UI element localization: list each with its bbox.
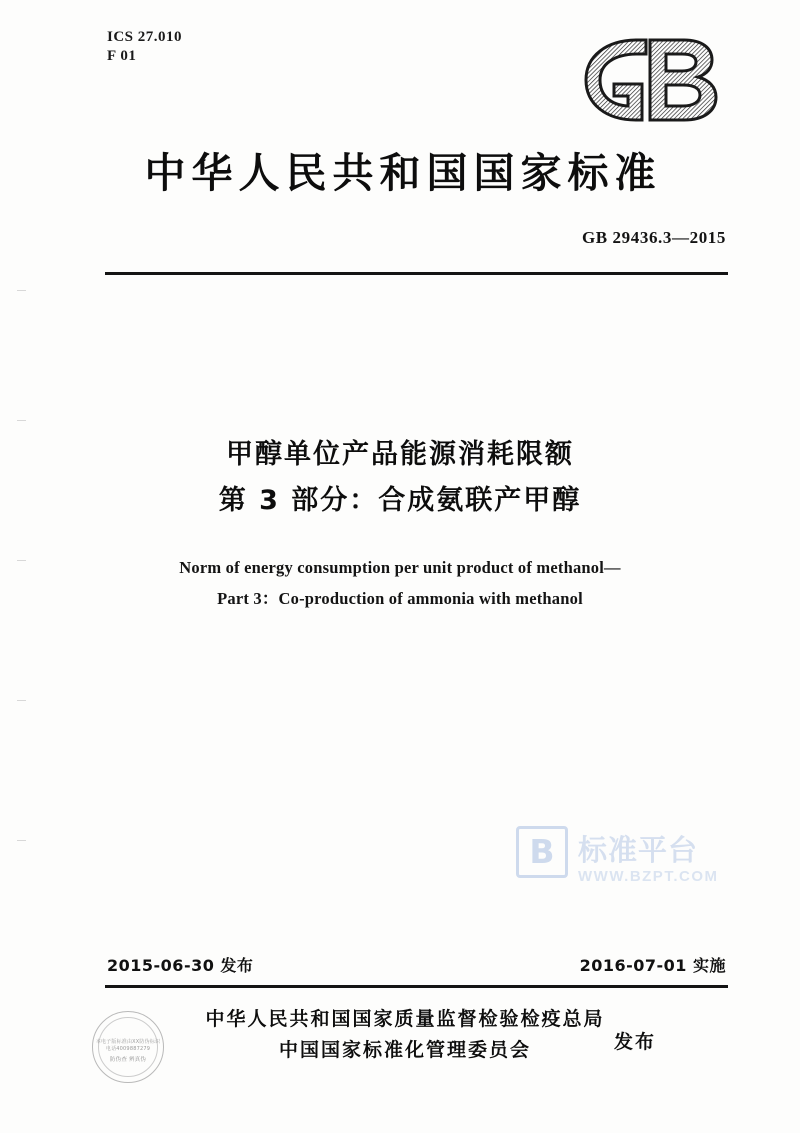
seal-line-1: 本电子版标准由XX防伪标识 <box>95 1039 161 1045</box>
effective-date: 2016-07-01 实施 <box>579 956 726 975</box>
document-title-zh-line1: 甲醇单位产品能源消耗限额 <box>226 439 574 470</box>
ics-code: ICS 27.010 <box>107 29 183 45</box>
divider-bottom <box>105 985 728 988</box>
margin-mark <box>17 290 26 291</box>
ics-classification-block <box>107 28 182 66</box>
document-title-zh-line2: 第 3 部分：合成氨联产甲醇 <box>218 485 582 516</box>
margin-mark <box>17 420 26 421</box>
document-title-en-line1: Norm of energy consumption per unit product of methanol— <box>179 558 621 577</box>
publisher-org-1: 中华人民共和国国家质量监督检验检疫总局 <box>205 1008 605 1030</box>
margin-mark <box>17 840 26 841</box>
anti-counterfeit-seal-icon <box>92 1011 164 1083</box>
seal-line-3: 防伪查 辨真伪 <box>109 1057 147 1063</box>
divider-top <box>105 272 728 275</box>
page-title: 中华人民共和国国家标准 <box>144 149 662 197</box>
document-title-en-line2: Part 3：Co-production of ammonia with methanol <box>217 589 583 608</box>
watermark <box>516 826 766 898</box>
watermark-url: WWW.BZPT.COM <box>578 868 719 885</box>
watermark-badge-icon: B <box>516 826 568 878</box>
standard-number: GB 29436.3—2015 <box>581 228 726 247</box>
margin-mark <box>17 700 26 701</box>
gb-emblem-icon <box>576 34 726 126</box>
publisher-org-2: 中国国家标准化管理委员会 <box>278 1039 531 1061</box>
issue-date: 2015-06-30 发布 <box>107 956 254 975</box>
seal-line-2: 电话4009887279 <box>105 1046 151 1052</box>
ics-category-code: F 01 <box>107 48 137 64</box>
document-title-en <box>0 552 800 614</box>
watermark-text: 标准平台 <box>578 833 699 867</box>
publish-verb: 发布 <box>614 1031 657 1053</box>
document-title-zh <box>0 432 800 524</box>
